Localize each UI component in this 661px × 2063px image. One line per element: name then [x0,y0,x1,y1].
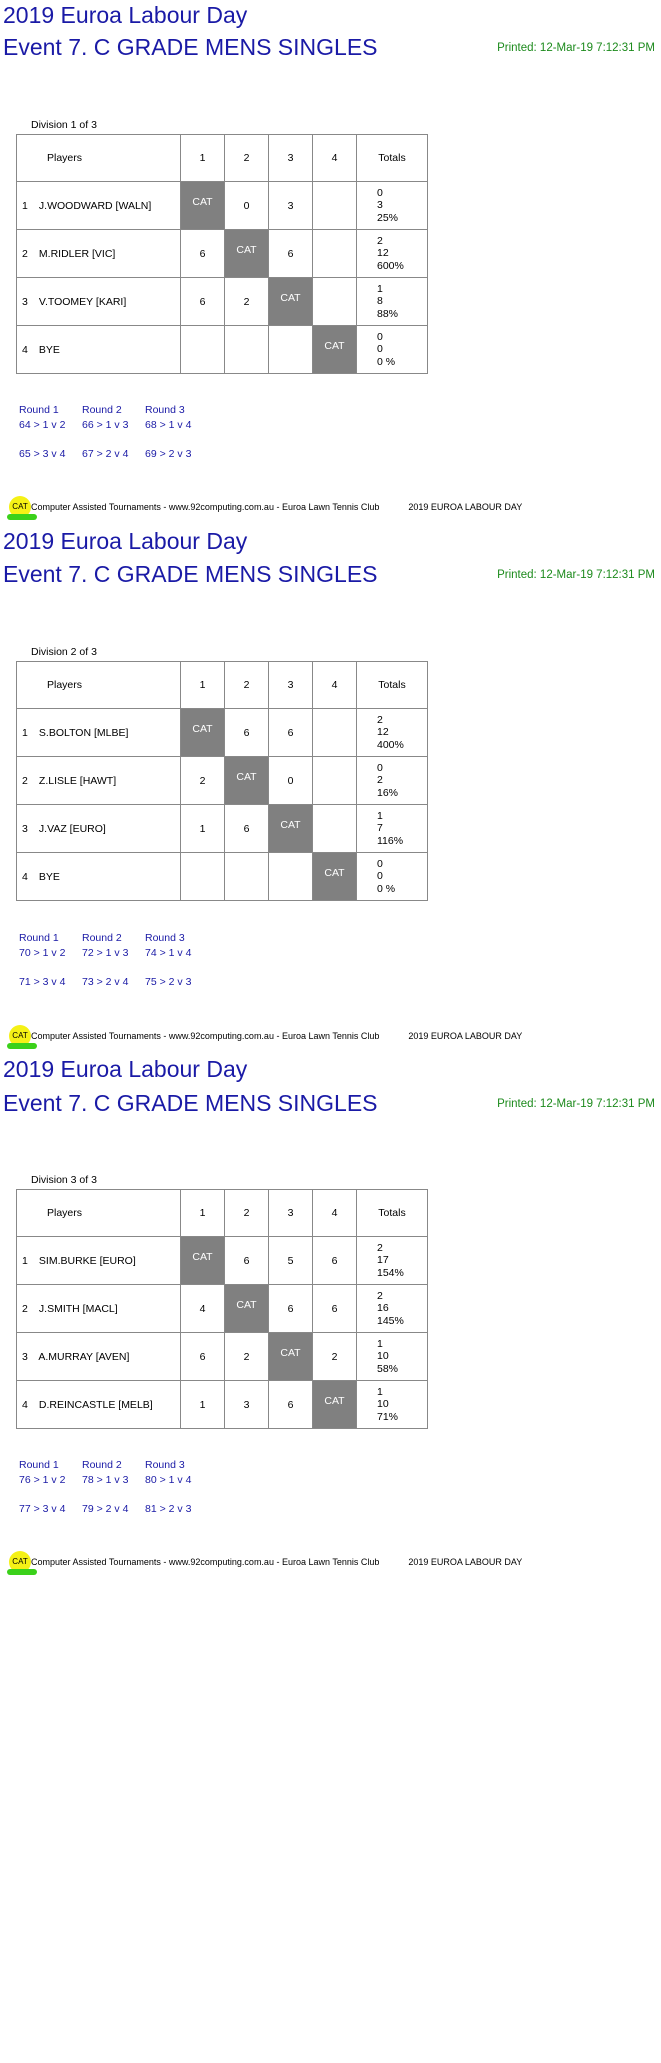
division-page-2 [0,528,661,1056]
table-row [17,1285,428,1333]
player-number: 3 [22,295,28,308]
score-cell: 6 [181,230,225,278]
games-won: 0 [377,343,383,356]
round-headers [19,932,208,944]
header-col-4: 4 [313,1190,357,1237]
match-entry: 72 > 1 v 3 [82,947,129,959]
score-cell: 6 [269,1285,313,1333]
score-cell: 2 [225,1333,269,1381]
score-cell [313,757,357,805]
player-name: J.WOODWARD [WALN] [38,199,152,212]
player-number: 3 [22,1350,28,1363]
game-percentage: 0 % [377,882,396,895]
player-name: A.MURRAY [AVEN] [38,1350,130,1363]
totals-cell [357,709,428,757]
match-entry: 81 > 2 v 3 [145,1503,192,1515]
match-entry: 64 > 1 v 2 [19,419,66,431]
footer-credit: Computer Assisted Tournaments - www.92computing.com.au - Euroa Lawn Tennis Club [31,1031,380,1041]
round-header: Round 2 [82,932,122,944]
logo-text: CAT [12,1031,28,1040]
player-name: J.VAZ [EURO] [38,822,106,835]
score-cell: 2 [225,278,269,326]
table-row [17,278,428,326]
header-col-2: 2 [225,662,269,709]
score-cell [313,805,357,853]
score-cell [313,709,357,757]
games-won: 12 [377,726,389,739]
games-won: 10 [377,1398,389,1411]
game-percentage: 88% [377,307,399,320]
tournament-title: 2019 Euroa Labour Day [3,1056,248,1082]
header-col-2: 2 [225,135,269,182]
score-cell [313,182,357,230]
division-page-3 [0,1056,661,1584]
match-entry: 80 > 1 v 4 [145,1474,192,1486]
page-footer [9,496,522,518]
score-cell: 3 [269,182,313,230]
cat-cell: CAT [313,326,357,374]
totals-cell [357,182,428,230]
score-cell [313,230,357,278]
round-header: Round 1 [19,1459,59,1471]
round-header: Round 2 [82,1459,122,1471]
round-matches-line [19,947,208,959]
player-name: BYE [38,343,60,356]
cat-cell: CAT [313,1381,357,1429]
matches-won: 1 [377,809,383,822]
round-matches-line [19,976,208,988]
matches-won: 0 [377,857,383,870]
footer-credit: Computer Assisted Tournaments - www.92computing.com.au - Euroa Lawn Tennis Club [31,502,380,512]
totals-cell [357,230,428,278]
player-name: SIM.BURKE [EURO] [38,1254,136,1267]
match-entry: 74 > 1 v 4 [145,947,192,959]
cat-cell: CAT [225,230,269,278]
totals-cell [357,1381,428,1429]
score-cell: 6 [181,1333,225,1381]
games-won: 17 [377,1254,389,1267]
score-cell [181,326,225,374]
score-cell: 6 [225,709,269,757]
round-header: Round 3 [145,404,185,416]
match-entry: 65 > 3 v 4 [19,448,66,460]
score-cell: 6 [225,1237,269,1285]
game-percentage: 154% [377,1266,404,1279]
match-entry: 69 > 2 v 3 [145,448,192,460]
table-row [17,1333,428,1381]
header-totals: Totals [357,135,428,182]
logo-swoosh-icon [7,1569,37,1575]
totals-cell [357,326,428,374]
division-page-1 [0,0,661,528]
games-won: 8 [377,295,383,308]
header-col-4: 4 [313,662,357,709]
table-row [17,326,428,374]
score-cell: 5 [269,1237,313,1285]
player-number: 2 [22,774,28,787]
match-entry: 76 > 1 v 2 [19,1474,66,1486]
score-cell [269,853,313,901]
games-won: 12 [377,247,389,260]
cat-cell: CAT [225,757,269,805]
round-robin-table [16,661,428,901]
page-footer [9,1025,522,1047]
score-cell [225,326,269,374]
round-matches-line [19,419,208,431]
player-cell [17,757,181,805]
match-entry: 70 > 1 v 2 [19,947,66,959]
matches-won: 2 [377,1289,383,1302]
footer-tournament: 2019 EUROA LABOUR DAY [408,1031,523,1041]
player-number: 4 [22,1398,28,1411]
matches-won: 0 [377,761,383,774]
printed-timestamp: Printed: 12-Mar-19 7:12:31 PM [497,42,655,54]
header-col-1: 1 [181,662,225,709]
table-row [17,182,428,230]
matches-won: 1 [377,282,383,295]
match-entry: 68 > 1 v 4 [145,419,192,431]
round-robin-table [16,134,428,374]
matches-won: 1 [377,1337,383,1350]
cat-logo [9,1551,31,1573]
score-cell: 0 [225,182,269,230]
player-number: 1 [22,1254,28,1267]
game-percentage: 116% [377,834,404,847]
table-row [17,1237,428,1285]
score-cell: 2 [181,757,225,805]
player-number: 2 [22,1302,28,1315]
header-col-2: 2 [225,1190,269,1237]
player-cell [17,182,181,230]
round-schedule [19,1459,208,1515]
logo-swoosh-icon [7,1043,37,1049]
games-won: 2 [377,774,383,787]
matches-won: 0 [377,186,383,199]
games-won: 0 [377,870,383,883]
cat-cell: CAT [269,1333,313,1381]
game-percentage: 16% [377,786,399,799]
header-col-3: 3 [269,135,313,182]
table-row [17,230,428,278]
player-cell [17,1333,181,1381]
match-entry: 71 > 3 v 4 [19,976,66,988]
games-won: 10 [377,1350,389,1363]
matches-won: 2 [377,234,383,247]
event-title: Event 7. C GRADE MENS SINGLES [3,34,378,60]
game-percentage: 25% [377,211,399,224]
printed-timestamp: Printed: 12-Mar-19 7:12:31 PM [497,569,655,581]
round-matches-line [19,448,208,460]
score-cell: 1 [181,805,225,853]
round-matches-line [19,1474,208,1486]
round-schedule [19,932,208,988]
player-cell [17,326,181,374]
footer-tournament: 2019 EUROA LABOUR DAY [408,1557,523,1567]
header-totals: Totals [357,1190,428,1237]
score-cell [313,278,357,326]
score-cell: 0 [269,757,313,805]
match-entry: 78 > 1 v 3 [82,1474,129,1486]
cat-cell: CAT [225,1285,269,1333]
matches-won: 2 [377,713,383,726]
division-label: Division 1 of 3 [31,119,97,131]
player-cell [17,709,181,757]
table-row [17,805,428,853]
totals-cell [357,805,428,853]
game-percentage: 0 % [377,355,396,368]
match-entry: 75 > 2 v 3 [145,976,192,988]
header-players: Players [17,662,181,709]
table-header-row [17,1190,428,1237]
round-headers [19,404,208,416]
totals-cell [357,757,428,805]
cat-logo [9,496,31,518]
header-players: Players [17,1190,181,1237]
footer-credit: Computer Assisted Tournaments - www.92computing.com.au - Euroa Lawn Tennis Club [31,1557,380,1567]
match-entry: 73 > 2 v 4 [82,976,129,988]
header-col-1: 1 [181,1190,225,1237]
score-cell: 6 [269,1381,313,1429]
score-cell [225,853,269,901]
round-header: Round 1 [19,404,59,416]
cat-cell: CAT [313,853,357,901]
game-percentage: 145% [377,1314,404,1327]
logo-swoosh-icon [7,514,37,520]
totals-cell [357,1237,428,1285]
score-cell: 1 [181,1381,225,1429]
player-number: 2 [22,247,28,260]
tournament-title: 2019 Euroa Labour Day [3,528,248,554]
round-header: Round 1 [19,932,59,944]
header-col-3: 3 [269,662,313,709]
matches-won: 1 [377,1385,383,1398]
round-matches-line [19,1503,208,1515]
printed-timestamp: Printed: 12-Mar-19 7:12:31 PM [497,1098,655,1110]
player-cell [17,1381,181,1429]
player-name: BYE [38,870,60,883]
footer-tournament: 2019 EUROA LABOUR DAY [408,502,523,512]
player-cell [17,853,181,901]
table-header-row [17,662,428,709]
score-cell: 6 [313,1237,357,1285]
score-cell: 6 [313,1285,357,1333]
match-entry: 67 > 2 v 4 [82,448,129,460]
player-name: D.REINCASTLE [MELB] [38,1398,153,1411]
player-cell [17,278,181,326]
cat-cell: CAT [269,278,313,326]
header-totals: Totals [357,662,428,709]
division-label: Division 3 of 3 [31,1174,97,1186]
player-name: J.SMITH [MACL] [38,1302,118,1315]
player-number: 3 [22,822,28,835]
matches-won: 0 [377,330,383,343]
player-name: M.RIDLER [VIC] [38,247,116,260]
table-header-row [17,135,428,182]
tournament-title: 2019 Euroa Labour Day [3,2,248,28]
header-col-4: 4 [313,135,357,182]
totals-cell [357,853,428,901]
round-header: Round 3 [145,1459,185,1471]
match-entry: 79 > 2 v 4 [82,1503,129,1515]
event-title: Event 7. C GRADE MENS SINGLES [3,1090,378,1116]
player-number: 1 [22,199,28,212]
table-row [17,853,428,901]
player-name: Z.LISLE [HAWT] [38,774,117,787]
player-number: 1 [22,726,28,739]
game-percentage: 71% [377,1410,399,1423]
cat-cell: CAT [181,1237,225,1285]
logo-text: CAT [12,502,28,511]
game-percentage: 58% [377,1362,399,1375]
match-entry: 77 > 3 v 4 [19,1503,66,1515]
score-cell [269,326,313,374]
player-number: 4 [22,870,28,883]
player-cell [17,1285,181,1333]
logo-text: CAT [12,1557,28,1566]
round-headers [19,1459,208,1471]
score-cell: 2 [313,1333,357,1381]
cat-logo [9,1025,31,1047]
page-footer [9,1551,522,1573]
games-won: 16 [377,1302,389,1315]
header-players: Players [17,135,181,182]
score-cell: 6 [225,805,269,853]
games-won: 3 [377,199,383,212]
round-robin-table [16,1189,428,1429]
matches-won: 2 [377,1241,383,1254]
cat-cell: CAT [181,182,225,230]
totals-cell [357,278,428,326]
event-title: Event 7. C GRADE MENS SINGLES [3,561,378,587]
player-cell [17,805,181,853]
games-won: 7 [377,822,383,835]
player-cell [17,230,181,278]
cat-cell: CAT [181,709,225,757]
table-row [17,709,428,757]
player-name: V.TOOMEY [KARI] [38,295,127,308]
round-schedule [19,404,208,460]
round-header: Round 3 [145,932,185,944]
player-cell [17,1237,181,1285]
game-percentage: 600% [377,259,404,272]
score-cell [181,853,225,901]
table-row [17,1381,428,1429]
player-number: 4 [22,343,28,356]
score-cell: 6 [269,230,313,278]
header-col-1: 1 [181,135,225,182]
totals-cell [357,1333,428,1381]
player-name: S.BOLTON [MLBE] [38,726,129,739]
score-cell: 6 [269,709,313,757]
match-entry: 66 > 1 v 3 [82,419,129,431]
game-percentage: 400% [377,738,404,751]
table-row [17,757,428,805]
header-col-3: 3 [269,1190,313,1237]
totals-cell [357,1285,428,1333]
cat-cell: CAT [269,805,313,853]
round-header: Round 2 [82,404,122,416]
score-cell: 4 [181,1285,225,1333]
score-cell: 3 [225,1381,269,1429]
division-label: Division 2 of 3 [31,646,97,658]
score-cell: 6 [181,278,225,326]
